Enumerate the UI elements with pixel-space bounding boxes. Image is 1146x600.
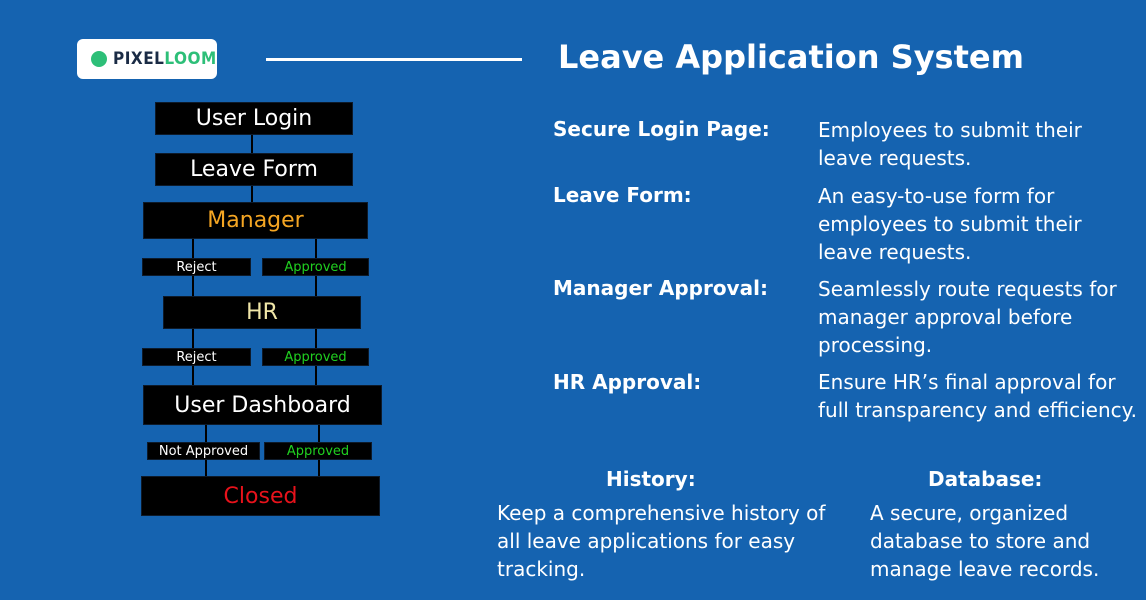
dashboard-not-approved-box: Not Approved (147, 442, 260, 460)
connector-dashboard-approved (318, 424, 320, 442)
connector-approved-hr (315, 276, 317, 296)
user-dashboard-box: User Dashboard (143, 385, 382, 425)
connector-reject-hr (192, 276, 194, 296)
connector-hr-reject (192, 328, 194, 348)
feature-label-manager-approval: Manager Approval: (553, 276, 768, 300)
closed-box: Closed (141, 476, 380, 516)
dashboard-approved-box: Approved (264, 442, 372, 460)
feature-desc-secure-login: Employees to submit their leave requests. (818, 118, 1082, 170)
leave-flowchart (0, 0, 520, 600)
connector-form-manager (251, 185, 253, 203)
logo-text-dark: PIXEL (113, 49, 165, 69)
manager-reject-box: Reject (142, 258, 251, 276)
connector-approved-closed (318, 460, 320, 477)
logo-text-green: LOOM (164, 49, 217, 69)
connector-manager-reject (192, 238, 194, 258)
manager-box: Manager (143, 202, 368, 239)
manager-approved-box: Approved (262, 258, 369, 276)
hr-box: HR (163, 296, 361, 329)
connector-hr-approved (315, 328, 317, 348)
feature-label-secure-login: Secure Login Page: (553, 117, 770, 141)
page-title: Leave Application System (558, 38, 1024, 76)
database-title: Database: (928, 467, 1043, 491)
connector-reject-dashboard (192, 366, 194, 386)
hr-reject-box: Reject (142, 348, 251, 366)
feature-desc-hr-approval: Ensure HR’s final approval for full transparency and efficiency. (818, 370, 1138, 422)
connector-manager-approved (315, 238, 317, 258)
connector-notapproved-closed (205, 460, 207, 477)
feature-label-leave-form: Leave Form: (553, 183, 692, 207)
database-desc: A secure, organized database to store and manage leave records. (870, 501, 1100, 581)
leave-form-box: Leave Form (155, 153, 353, 186)
feature-label-hr-approval: HR Approval: (553, 370, 702, 394)
connector-login-form (251, 134, 253, 154)
feature-desc-manager-approval: Seamlessly route requests for manager approval before processing. (818, 277, 1117, 357)
connector-dashboard-notapproved (205, 424, 207, 442)
connector-approved-dashboard (315, 366, 317, 386)
history-title: History: (606, 467, 696, 491)
hr-approved-box: Approved (262, 348, 369, 366)
history-desc: Keep a comprehensive history of all leave applications for easy tracking. (497, 501, 826, 581)
user-login-box: User Login (155, 102, 353, 135)
feature-desc-leave-form: An easy-to-use form for employees to submit their leave requests. (818, 184, 1082, 264)
